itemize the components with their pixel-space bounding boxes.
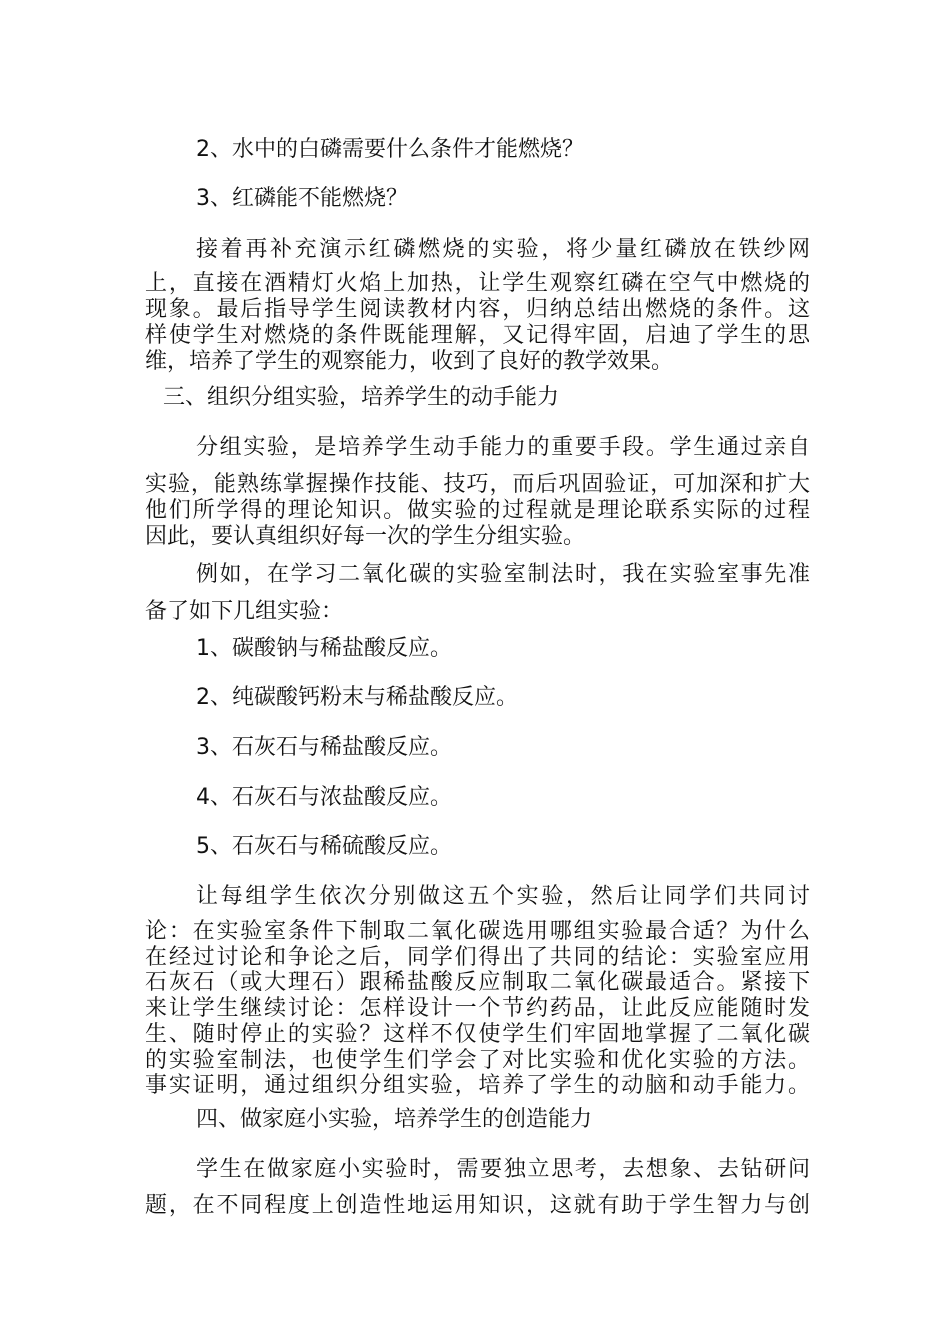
paragraph-line: 分组实验，是培养学生动手能力的重要手段。学生通过亲自 [196,435,810,460]
paragraph-line: 实验，能熟练掌握操作技能、技巧，而后巩固验证，可加深和扩大 [145,472,810,497]
experiment-item-3: 3、石灰石与稀盐酸反应。 [196,735,452,760]
paragraph-line: 上，直接在酒精灯火焰上加热，让学生观察红磷在空气中燃烧的 [145,271,810,296]
paragraph-line: 事实证明，通过组织分组实验，培养了学生的动脑和动手能力。 [145,1073,810,1098]
paragraph-line: 题，在不同程度上创造性地运用知识，这就有助于学生智力与创 [145,1193,810,1218]
paragraph-line: 样使学生对燃烧的条件既能理解，又记得牢固，启迪了学生的思 [145,323,810,348]
experiment-item-4: 4、石灰石与浓盐酸反应。 [196,785,452,810]
paragraph-line: 在经过讨论和争论之后，同学们得出了共同的结论：实验室应用 [145,945,810,970]
paragraph-line: 例如，在学习二氧化碳的实验室制法时，我在实验室事先准 [196,562,810,587]
experiment-item-5: 5、石灰石与稀硫酸反应。 [196,834,452,859]
paragraph-line: 石灰石（或大理石）跟稀盐酸反应制取二氧化碳最适合。紧接下 [145,970,810,995]
paragraph-line: 因此，要认真组织好每一次的学生分组实验。 [145,524,586,549]
paragraph-line: 让每组学生依次分别做这五个实验，然后让同学们共同讨 [196,884,810,909]
paragraph-line: 的实验室制法，也使学生们学会了对比实验和优化实验的方法。 [145,1048,810,1073]
paragraph-line: 论：在实验室条件下制取二氧化碳选用哪组实验最合适？为什么 [145,919,810,944]
paragraph-line: 备了如下几组实验： [145,599,344,624]
section-heading-4: 四、做家庭小实验，培养学生的创造能力 [196,1107,593,1132]
experiment-item-2: 2、纯碳酸钙粉末与稀盐酸反应。 [196,685,518,710]
paragraph-line: 生、随时停止的实验？这样不仅使学生们牢固地掌握了二氧化碳 [145,1022,810,1047]
paragraph-line: 学生在做家庭小实验时，需要独立思考，去想象、去钻研问 [196,1157,810,1182]
question-3: 3、红磷能不能燃烧？ [196,186,408,211]
experiment-item-1: 1、碳酸钠与稀盐酸反应。 [196,636,452,661]
paragraph-line: 他们所学得的理论知识。做实验的过程就是理论联系实际的过程 [145,498,810,523]
paragraph-line: 维，培养了学生的观察能力，收到了良好的教学效果。 [145,349,674,374]
paragraph-line: 来让学生继续讨论：怎样设计一个节约药品，让此反应能随时发 [145,996,810,1021]
paragraph-line: 接着再补充演示红磷燃烧的实验，将少量红磷放在铁纱网 [196,237,810,262]
section-heading-3: 三、组织分组实验，培养学生的动手能力 [163,385,560,410]
question-2: 2、水中的白磷需要什么条件才能燃烧？ [196,137,584,162]
paragraph-line: 现象。最后指导学生阅读教材内容，归纳总结出燃烧的条件。这 [145,297,810,322]
